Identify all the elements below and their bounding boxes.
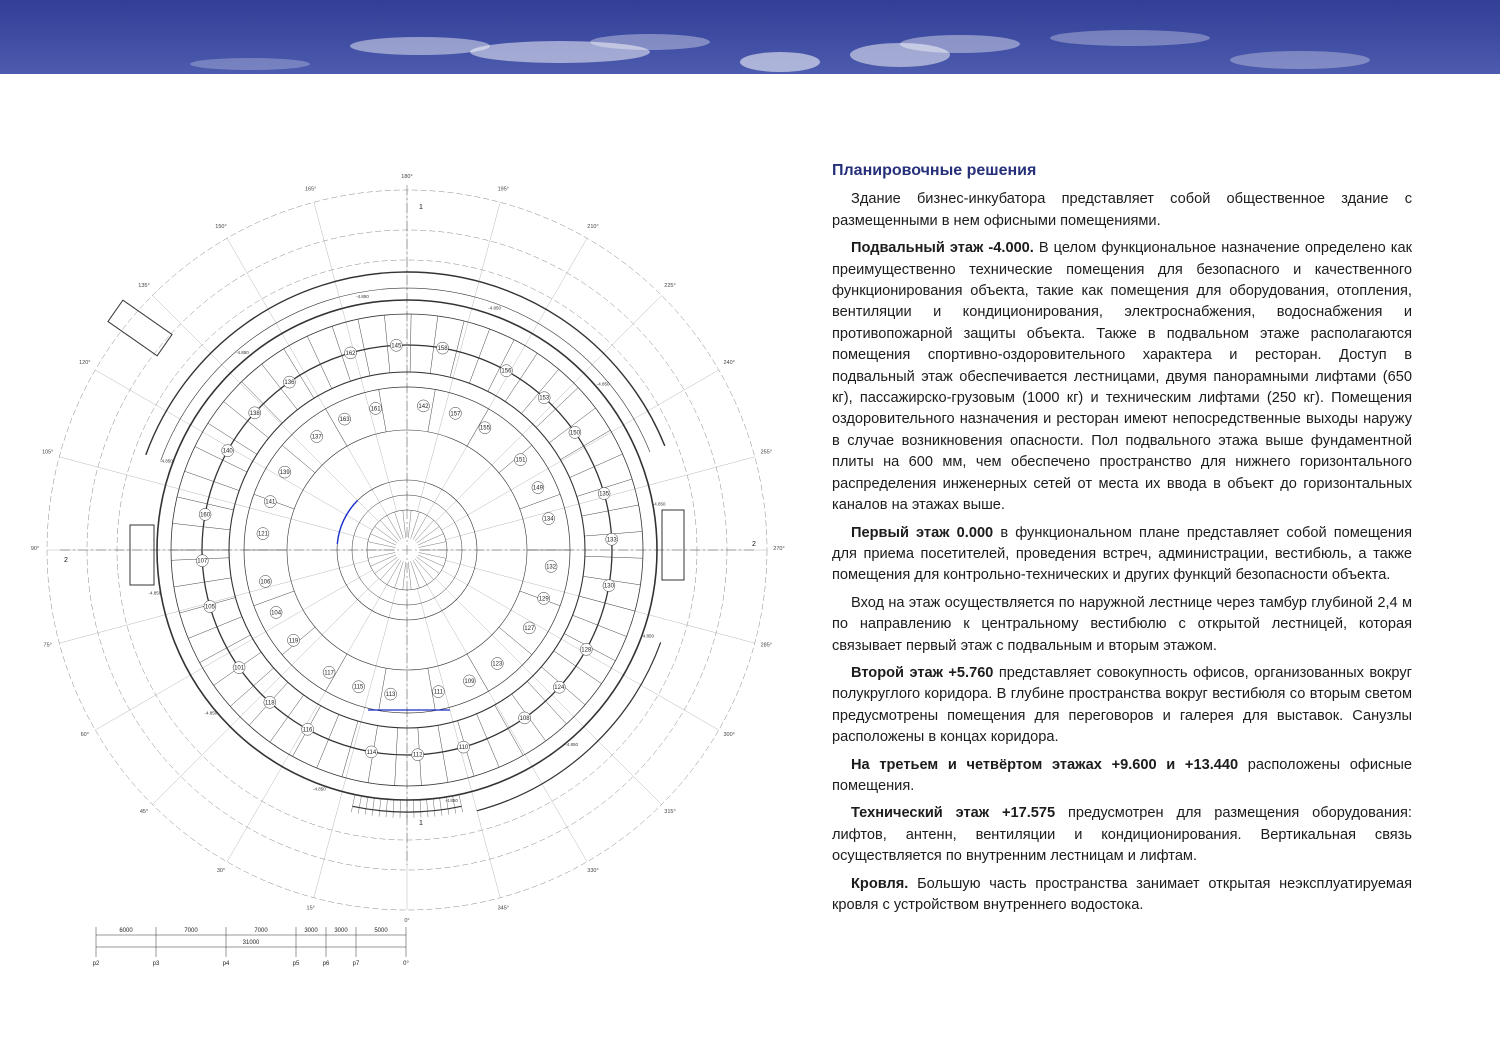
room-number-text: 142	[418, 403, 429, 410]
room-number	[339, 413, 351, 425]
level-mark: -4.850	[313, 786, 326, 792]
axis-label: p3	[152, 961, 160, 967]
room-partition	[579, 596, 635, 611]
room-number	[598, 488, 610, 500]
room-number-text: 116	[302, 727, 313, 734]
level-mark: -4.850	[160, 458, 173, 464]
room-number-text: 161	[370, 406, 381, 413]
room-number-text: 111	[433, 689, 443, 696]
axis-label: p5	[292, 961, 300, 967]
level-mark: -4.850	[652, 501, 666, 507]
second-floor-heading: Второй этаж +5.760	[851, 664, 994, 681]
room-partition	[585, 556, 643, 558]
room-number	[449, 407, 461, 419]
second-floor-text: представляет совокупность офисов, организованных вокруг полукруглого коридора. В глубине пространства вокруг вестибюля со вторым светом предусмотрены помещения для переговоров и галерея для выставок. Санузлы расположены в концах коридора.	[832, 664, 1412, 746]
room-number	[222, 445, 234, 457]
room-number	[538, 392, 550, 404]
room-number-text: 127	[524, 625, 535, 632]
technical-floor-heading: Технический этаж +17.575	[851, 805, 1056, 822]
stair-step	[459, 795, 463, 813]
room-number	[288, 634, 300, 646]
basement-heading: Подвальный этаж -4.000.	[851, 240, 1034, 257]
radial-gridline	[95, 570, 372, 730]
level-mark: -4.850	[445, 798, 458, 804]
room-number	[432, 686, 444, 698]
room-partition	[560, 430, 610, 459]
room-number-text: 107	[197, 558, 208, 565]
room-number	[257, 528, 269, 540]
level-mark: -4.850	[488, 305, 501, 311]
room-number	[353, 681, 365, 693]
level-mark: -4.850	[596, 381, 610, 387]
room-partition	[395, 728, 398, 786]
room-number-text: 132	[546, 564, 557, 571]
angle-label: 195°	[497, 186, 509, 193]
room-number	[580, 643, 592, 655]
room-number	[479, 422, 491, 434]
section-title: Планировочные решения	[832, 162, 1037, 179]
room-number-text: 117	[324, 670, 334, 677]
axis-label: p7	[352, 961, 360, 967]
room-number-text: 129	[538, 596, 549, 603]
room-number	[259, 575, 271, 587]
spiral-step	[387, 515, 401, 539]
angle-label: 240°	[723, 360, 735, 366]
room-partition	[438, 725, 448, 782]
room-number-text: 155	[479, 425, 490, 432]
angle-label: 255°	[760, 449, 772, 456]
technical-floor-paragraph	[832, 803, 1412, 867]
stair-step	[393, 800, 394, 818]
room-number	[519, 712, 531, 724]
angle-label: 270°	[773, 546, 785, 552]
angle-label: 150°	[215, 223, 227, 230]
room-number-text: 130	[603, 583, 614, 590]
room-number	[532, 482, 544, 494]
angle-label: 165°	[305, 186, 317, 193]
spiral-step	[403, 510, 406, 538]
room-number	[264, 696, 276, 708]
inner-partition	[520, 494, 560, 509]
room-partition	[174, 578, 231, 587]
angle-label: 330°	[587, 868, 599, 875]
first-floor-heading: Первый этаж 0.000	[851, 524, 994, 541]
room-number-text: 136	[284, 380, 295, 387]
room-number	[323, 666, 335, 678]
room-number-text: 139	[279, 470, 290, 477]
room-number	[538, 592, 550, 604]
spiral-step	[403, 562, 406, 590]
room-number	[279, 466, 291, 478]
axis-label: p6	[322, 961, 330, 967]
technical-floor-text: предусмотрен для размещения оборудования: лифтов, антенн, вентиляции и кондиционирования. Вертикальная связь осуществляется по внутренним лестницам и лифтам.	[832, 805, 1412, 865]
radial-gridline	[442, 370, 719, 530]
spiral-step	[415, 559, 434, 580]
dimension-value: 7000	[184, 928, 198, 934]
angle-label: 300°	[723, 732, 735, 738]
room-number-text: 160	[200, 512, 211, 519]
spiral-step	[415, 520, 434, 541]
axis-label: 0°	[403, 961, 409, 967]
spiral-step	[408, 562, 411, 590]
room-number	[458, 741, 470, 753]
room-number	[437, 342, 449, 354]
stair-step	[386, 799, 387, 817]
room-partition	[505, 353, 537, 401]
room-number-text: 153	[539, 395, 550, 402]
room-number-text: 121	[257, 531, 268, 538]
cloud-decoration	[0, 0, 1500, 74]
angle-label: 75°	[43, 642, 52, 649]
dimension-value: 3000	[334, 928, 348, 934]
angle-label: 60°	[80, 732, 89, 738]
room-partition	[188, 617, 242, 639]
angle-label: 105°	[42, 449, 54, 456]
inner-partition	[254, 591, 294, 606]
room-number	[199, 508, 211, 520]
room-number-text: 119	[288, 638, 299, 645]
room-partition	[200, 635, 251, 663]
level-mark: -4.850	[236, 349, 249, 355]
radial-gridline	[435, 578, 661, 804]
spiral-step	[387, 560, 401, 584]
axis-label: p4	[222, 961, 230, 967]
room-number	[249, 407, 261, 419]
dimension-value: 7000	[254, 928, 268, 934]
entrance-text: Вход на этаж осуществляется по наружной лестнице через тамбур глубиной 2,4 м по направлению к центральному вестибюлю с открытой лестницей, которая связывает первый этаж с подвальным и вторым этажом.	[832, 594, 1412, 654]
angle-label: 210°	[587, 223, 599, 230]
roof-paragraph	[832, 874, 1412, 917]
room-number	[302, 723, 314, 735]
radial-gridline	[427, 585, 587, 862]
roof-heading: Кровля.	[851, 875, 909, 892]
stair-step	[379, 799, 381, 817]
radial-gridline	[314, 589, 397, 898]
glass-wall	[337, 501, 357, 544]
room-partition	[358, 319, 370, 376]
intro-text: Здание бизнес-инкубатора представляет собой общественное здание с размещенными в нем офисными помещениями.	[832, 191, 1412, 229]
spiral-step	[380, 520, 399, 541]
room-number	[463, 675, 475, 687]
inner-partition	[428, 389, 435, 431]
room-number-text: 141	[265, 499, 276, 506]
stair-step	[433, 799, 435, 817]
angle-label: 285°	[760, 642, 772, 649]
spiral-step	[419, 542, 446, 548]
room-number	[523, 622, 535, 634]
room-number-text: 115	[353, 684, 364, 691]
room-number-text: 113	[385, 692, 396, 699]
basement-paragraph	[832, 238, 1412, 516]
second-floor-paragraph	[832, 663, 1412, 749]
spiral-step	[368, 552, 395, 558]
level-mark: -4.850	[356, 293, 369, 299]
room-partition	[384, 315, 390, 373]
axis-label: p2	[92, 961, 100, 967]
room-number-text: 157	[450, 411, 461, 418]
sky-banner	[0, 0, 1500, 74]
stair-step	[420, 800, 421, 818]
room-number	[412, 749, 424, 761]
room-number	[365, 746, 377, 758]
room-number-text: 149	[532, 485, 543, 492]
spiral-step	[395, 561, 404, 588]
inner-partition	[379, 668, 386, 710]
room-partition	[307, 336, 332, 389]
room-number-text: 140	[222, 448, 233, 455]
room-number-text: 106	[260, 579, 271, 586]
angle-label: 180°	[401, 174, 413, 180]
section-marker: 2	[752, 541, 756, 548]
room-number-text: 162	[345, 350, 356, 357]
room-number	[515, 454, 527, 466]
room-number-text: 134	[543, 516, 554, 523]
total-dimension-value: 31000	[242, 940, 260, 946]
third-fourth-heading: На третьем и четвёртом этажах +9.600 и +13.440	[851, 756, 1239, 773]
room-number-text: 101	[234, 665, 245, 672]
angle-label: 90°	[30, 546, 40, 552]
room-number-text: 109	[464, 678, 475, 685]
room-partition	[582, 505, 639, 516]
section-marker: 1	[419, 204, 423, 211]
room-number-text: 108	[519, 715, 530, 722]
room-number-text: 145	[391, 343, 402, 350]
angle-label: 135°	[138, 283, 150, 289]
room-number	[370, 402, 382, 414]
entrance-paragraph	[832, 593, 1412, 657]
room-number	[603, 580, 615, 592]
level-mark: -4.850	[148, 590, 162, 596]
east-stair	[662, 510, 684, 580]
section-marker: 1	[419, 820, 423, 827]
room-partition	[554, 651, 602, 684]
spiral-step	[380, 559, 399, 580]
room-partition	[570, 454, 623, 478]
room-number-text: 150	[569, 430, 580, 437]
angle-label: 120°	[79, 360, 91, 366]
room-partition	[173, 523, 231, 530]
angle-label: 45°	[139, 809, 149, 815]
spiral-step	[413, 560, 427, 584]
room-partition	[224, 401, 269, 438]
room-number-text: 137	[311, 434, 322, 441]
room-number	[500, 365, 512, 377]
radial-gridline	[227, 238, 387, 515]
roof-text: Большую часть пространства занимает открытая неэксплуатируемая кровля с устройством внутреннего водостока.	[832, 875, 1412, 913]
room-number-text: 110	[458, 745, 469, 752]
level-mark: -4.850	[641, 633, 654, 639]
third-fourth-text: расположены офисные помещения.	[832, 756, 1412, 794]
room-number-text: 158	[437, 346, 448, 353]
room-partition	[488, 340, 514, 392]
stair-step	[427, 799, 428, 817]
room-number-text: 104	[271, 610, 282, 617]
stair-step	[372, 798, 374, 816]
room-partition	[242, 382, 283, 423]
radial-gridline	[59, 457, 368, 540]
first-floor-paragraph	[832, 523, 1412, 587]
room-number-text: 135	[599, 491, 610, 498]
room-number-text: 105	[204, 604, 215, 611]
room-number	[606, 533, 618, 545]
section-marker: 2	[64, 557, 68, 564]
southeast-terrace	[477, 642, 661, 811]
room-number	[543, 513, 555, 525]
room-number	[491, 658, 503, 670]
intro-paragraph	[832, 189, 1412, 232]
dimension-value: 6000	[119, 928, 133, 934]
room-partition	[410, 314, 411, 372]
room-number-text: 124	[554, 685, 565, 692]
room-partition	[495, 705, 524, 755]
room-partition	[177, 497, 234, 510]
level-mark: -4.850	[565, 742, 578, 748]
room-number	[417, 400, 429, 412]
room-number	[390, 339, 402, 351]
basement-text: В целом функциональное назначение определено как преимущественно технические помещения для безопасного и качественного функционирования объекта, такие как помещения для оборудования, отопления, вентиляции и кондиционирования, электроснабжения, водоснабжения и противопожарной защиты объекта. Также в подвальном этаже располагаются помещения спортивно-оздоровительного характера и ресторан. Доступ в подвальный этаж обеспечивается лестницами, двумя панорамными лифтами (650 кг), пассажирско-грузовым (1000 кг) и техническим лифтами (250 кг). Помещения оздоровительного назначения и ресторан имеют непосредственные выходы наружу в случае возникновения опасности. Пол подвального этажа выше фундаментной плиты на 600 мм, чем обеспечено пространство для нижнего горизонтального распределения инженерных сетей от места их ввода в объект до горизонтальных каналов на этажах выше.	[832, 240, 1412, 514]
room-number	[569, 426, 581, 438]
room-number-text: 114	[366, 749, 377, 756]
spiral-step	[411, 512, 420, 539]
room-partition	[284, 349, 314, 398]
room-number-text: 112	[412, 752, 423, 759]
angle-label: 345°	[497, 905, 509, 912]
room-number-text: 123	[492, 661, 503, 668]
spiral-step	[411, 561, 420, 588]
room-number-text: 138	[249, 410, 260, 417]
room-number	[553, 681, 565, 693]
angle-label: 15°	[306, 905, 315, 912]
room-number	[311, 431, 323, 443]
spiral-step	[368, 542, 395, 548]
room-partition	[195, 447, 247, 472]
room-number	[196, 555, 208, 567]
first-floor-text: в функциональном плане представляет собой помещения для приема посетителей, проведения встреч, администрации, вестибюль, а также помещения для контрольно-технических и других функций безопасности объекта.	[832, 524, 1412, 584]
radial-gridline	[417, 202, 500, 511]
room-number	[204, 601, 216, 613]
room-number	[385, 688, 397, 700]
room-number-text: 118	[265, 700, 275, 707]
angle-label: 315°	[664, 809, 676, 815]
dimension-value: 5000	[374, 928, 388, 934]
floor-plan-drawing	[30, 165, 800, 975]
stair-step	[440, 798, 442, 816]
room-number-text: 156	[501, 368, 512, 375]
spiral-step	[408, 510, 411, 538]
radial-gridline	[152, 578, 378, 804]
room-partition	[450, 321, 464, 377]
room-partition	[317, 714, 339, 768]
level-mark: -4.850	[204, 710, 218, 716]
room-number	[270, 606, 282, 618]
floor-plan	[30, 165, 800, 975]
text-column	[832, 160, 1412, 922]
angle-label: 225°	[664, 283, 676, 289]
room-number-text: 128	[581, 647, 592, 654]
spiral-step	[413, 515, 427, 539]
room-partition	[430, 316, 438, 374]
room-number	[264, 496, 276, 508]
room-number	[345, 347, 357, 359]
spiral-step	[395, 512, 404, 539]
west-stair	[130, 525, 154, 585]
stair-step	[358, 796, 361, 814]
room-number-text: 133	[606, 537, 617, 544]
angle-label: 30°	[216, 868, 226, 875]
angle-label: 0°	[404, 918, 410, 924]
stair-step	[365, 797, 368, 815]
room-number	[283, 376, 295, 388]
room-partition	[477, 714, 500, 767]
room-number	[545, 560, 557, 572]
room-number-text: 151	[515, 457, 526, 464]
stair-step	[351, 795, 355, 813]
room-number-text: 163	[339, 417, 350, 424]
room-number	[233, 662, 245, 674]
dimension-value: 3000	[304, 928, 318, 934]
spiral-step	[419, 552, 446, 558]
third-fourth-paragraph	[832, 755, 1412, 798]
